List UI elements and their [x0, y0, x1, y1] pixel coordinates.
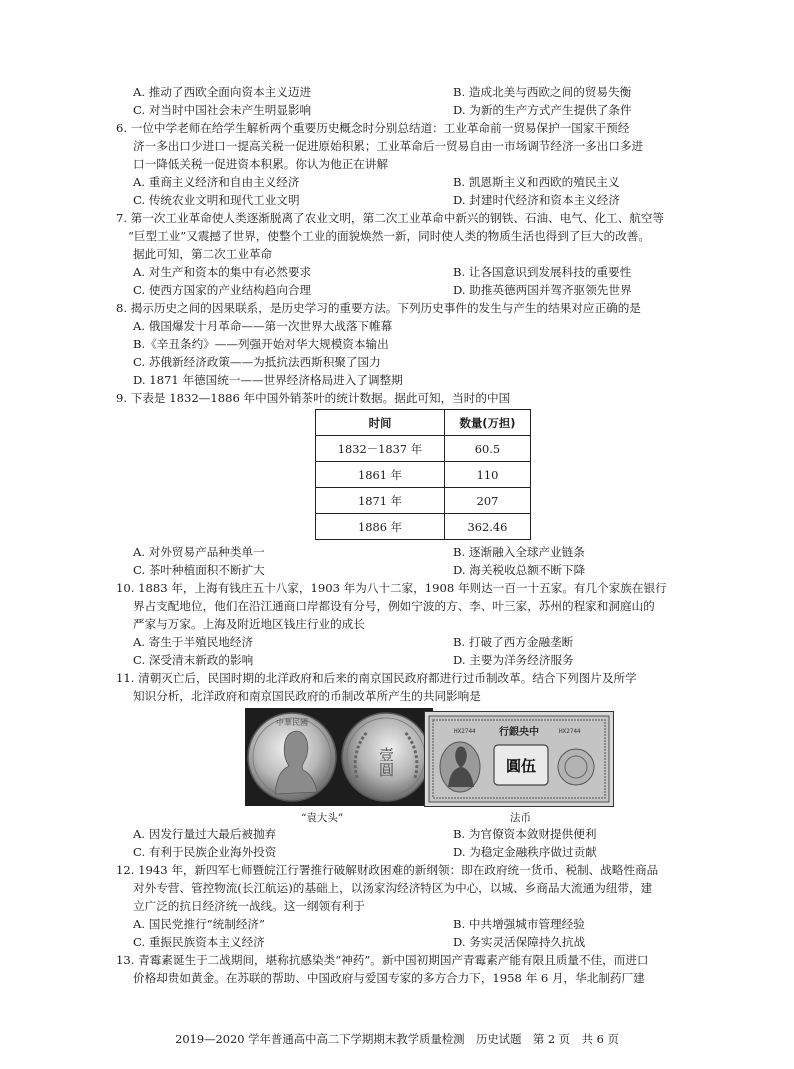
- q6-option-c: C. 传统农业文明和现代工业文明: [133, 193, 300, 207]
- banknote-bank-name: 行銀央中: [499, 727, 539, 738]
- q7-option-b: B. 让各国意识到发展科技的重要性: [453, 265, 632, 279]
- table-row: [316, 436, 531, 462]
- table-cell-year: 1871 年: [316, 488, 445, 514]
- q7-option-a: A. 对生产和资本的集中有必然要求: [133, 265, 312, 279]
- table-cell-amount: 207: [444, 488, 530, 514]
- table-cell-year: 1886 年: [316, 514, 445, 540]
- q11-option-a: A. 因发行量过大最后被抛弃: [133, 827, 277, 841]
- q13-stem-line-1: 13. 青霉素诞生于二战期间，堪称抗感染类“神药”。新中国初期国产青霉素产能有限且质量不佳，而进口: [116, 953, 649, 967]
- table-cell-amount: 110: [444, 462, 530, 488]
- q10-stem-line-1: 10. 1883 年，上海有钱庄五十八家，1903 年为八十二家，1908 年则达一百一十五家。有几个家族在银行: [116, 581, 667, 595]
- q9-stem-line-1: 9. 下表是 1832—1886 年中国外销茶叶的统计数据。据此可知，当时的中国: [116, 391, 511, 405]
- q9-option-a: A. 对外贸易产品种类单一: [133, 545, 265, 559]
- q6-stem-line-1: 6. 一位中学老师在给学生解析两个重要历史概念时分别总结道：工业革命前一贸易保护一国家干预经: [116, 121, 630, 135]
- q12-option-b: B. 中共增强城市管理经验: [453, 917, 585, 931]
- tea-export-table: [315, 409, 531, 540]
- q10-stem-line-3: 严家与万家。上海及附近地区钱庄行业的成长: [133, 617, 365, 631]
- q6-stem-line-2: 济一多出口少进口一提高关税一促进原始积累；工业革命后一贸易自由一市场调节经济一多出口多进: [133, 139, 644, 153]
- q10-stem-line-2: 界占支配地位，他们在沿江通商口岸都设有分号，例如宁波的方、李、叶三家，苏州的程家和洞庭山的: [133, 599, 655, 613]
- q13-stem-line-2: 价格却贵如黄金。在苏联的帮助、中国政府与爱国专家的多方合力下，1958 年 6 月，华北制药厂建: [133, 971, 645, 985]
- coin-inscription: 中華民國: [276, 718, 308, 727]
- yuan-datou-coin-image: [245, 708, 433, 806]
- q10-option-b: B. 打破了西方金融垄断: [453, 635, 574, 649]
- banknote-serial-right: HX2744: [559, 728, 581, 735]
- q9-option-d: D. 海关税收总额不断下降: [453, 563, 586, 577]
- q7-stem-line-2: “巨型工业”又震撼了世界，使整个工业的面貌焕然一新，同时使人类的物质生活也得到了巨大的改善。: [128, 229, 650, 243]
- q10-option-a: A. 寄生于半殖民地经济: [133, 635, 254, 649]
- table-header-cell: 数量(万担): [444, 410, 530, 436]
- banknote-caption: 法币: [510, 812, 531, 824]
- q12-stem-line-3: 立广泛的抗日经济统一战线。这一纲领有利于: [133, 899, 365, 913]
- q12-option-d: D. 务实灵活保障持久抗战: [453, 935, 586, 949]
- fabi-banknote-image: [424, 711, 614, 807]
- q6-option-a: A. 重商主义经济和自由主义经济: [133, 175, 300, 189]
- coin-caption: “袁大头”: [301, 812, 344, 824]
- q7-option-c: C. 使西方国家的产业结构趋向合理: [133, 283, 312, 297]
- table-header-row: [316, 410, 531, 436]
- q6-stem-line-3: 口一降低关税一促进资本积累。你认为他正在讲解: [133, 157, 389, 171]
- q11-stem-line-1: 11. 清朝灭亡后，民国时期的北洋政府和后来的南京国民政府都进行过币制改革。结合下列图片及所学: [116, 671, 637, 685]
- q8-option-d: D. 1871 年德国统一——世界经济格局进入了调整期: [133, 373, 403, 387]
- q8-option-b: B.《辛丑条约》——列强开始对华大规模资本输出: [133, 337, 389, 351]
- q5-option-c: C. 对当时中国社会未产生明显影响: [133, 103, 312, 117]
- table-cell-amount: 362.46: [444, 514, 530, 540]
- q5-option-b: B. 造成北美与西欧之间的贸易失衡: [453, 85, 632, 99]
- q5-option-d: D. 为新的生产方式产生提供了条件: [453, 103, 632, 117]
- banknote-value: 圓伍: [505, 757, 537, 775]
- q10-option-d: D. 主要为洋务经济服务: [453, 653, 574, 667]
- q8-option-c: C. 苏俄新经济政策——为抵抗法西斯积聚了国力: [133, 355, 381, 369]
- q7-option-d: D. 助推英德两国并驾齐驱领先世界: [453, 283, 632, 297]
- q7-stem-line-3: 据此可知，第二次工业革命: [133, 247, 273, 261]
- page-footer: 2019—2020 学年普通高中高二下学期期末教学质量检测 历史试题 第 2 页 共 6 页: [175, 1032, 619, 1046]
- q11-option-b: B. 为官僚资本敛财提供便利: [453, 827, 597, 841]
- q8-stem-line-1: 8. 揭示历史之间的因果联系，是历史学习的重要方法。下列历史事件的发生与产生的结果对应正确的是: [116, 301, 641, 315]
- table-header-cell: 时间: [316, 410, 445, 436]
- q12-stem-line-1: 12. 1943 年，新四军七师暨皖江行署推行破解财政困难的新纲领：即在政府统一货币、税制、战略性商品: [116, 863, 659, 877]
- q9-option-b: B. 逐渐融入全球产业链条: [453, 545, 585, 559]
- q5-option-a: A. 推动了西欧全面向资本主义迈进: [133, 85, 312, 99]
- q12-option-c: C. 重振民族资本主义经济: [133, 935, 265, 949]
- q12-stem-line-2: 对外专营、管控物流(长江航运)的基础上，以汤家沟经济特区为中心，以城、乡商品大流通为纽带，建: [133, 881, 653, 895]
- q11-option-d: D. 为稳定金融秩序做过贡献: [453, 845, 597, 859]
- table-cell-year: 1832－1837 年: [316, 436, 445, 462]
- table-cell-year: 1861 年: [316, 462, 445, 488]
- table-row: [316, 488, 531, 514]
- q11-stem-line-2: 知识分析，北洋政府和南京国民政府的币制改革所产生的共同影响是: [133, 689, 481, 703]
- q10-option-c: C. 深受清末新政的影响: [133, 653, 254, 667]
- q9-option-c: C. 茶叶种植面积不断扩大: [133, 563, 265, 577]
- q7-stem-line-1: 7. 第一次工业革命使人类逐渐脱离了农业文明，第二次工业革命中新兴的钢铁、石油、电气、化工、航空等: [116, 211, 665, 225]
- coin-value: 壹圓: [377, 747, 395, 777]
- q12-option-a: A. 国民党推行“统制经济”: [133, 917, 265, 931]
- table-cell-amount: 60.5: [444, 436, 530, 462]
- q11-option-c: C. 有利于民族企业海外投资: [133, 845, 277, 859]
- table-row: [316, 462, 531, 488]
- table-row: [316, 514, 531, 540]
- q6-option-b: B. 凯恩斯主义和西欧的殖民主义: [453, 175, 620, 189]
- q8-option-a: A. 俄国爆发十月革命——第一次世界大战落下帷幕: [133, 319, 393, 333]
- q6-option-d: D. 封建时代经济和资本主义经济: [453, 193, 620, 207]
- banknote-serial-left: HX2744: [454, 728, 476, 735]
